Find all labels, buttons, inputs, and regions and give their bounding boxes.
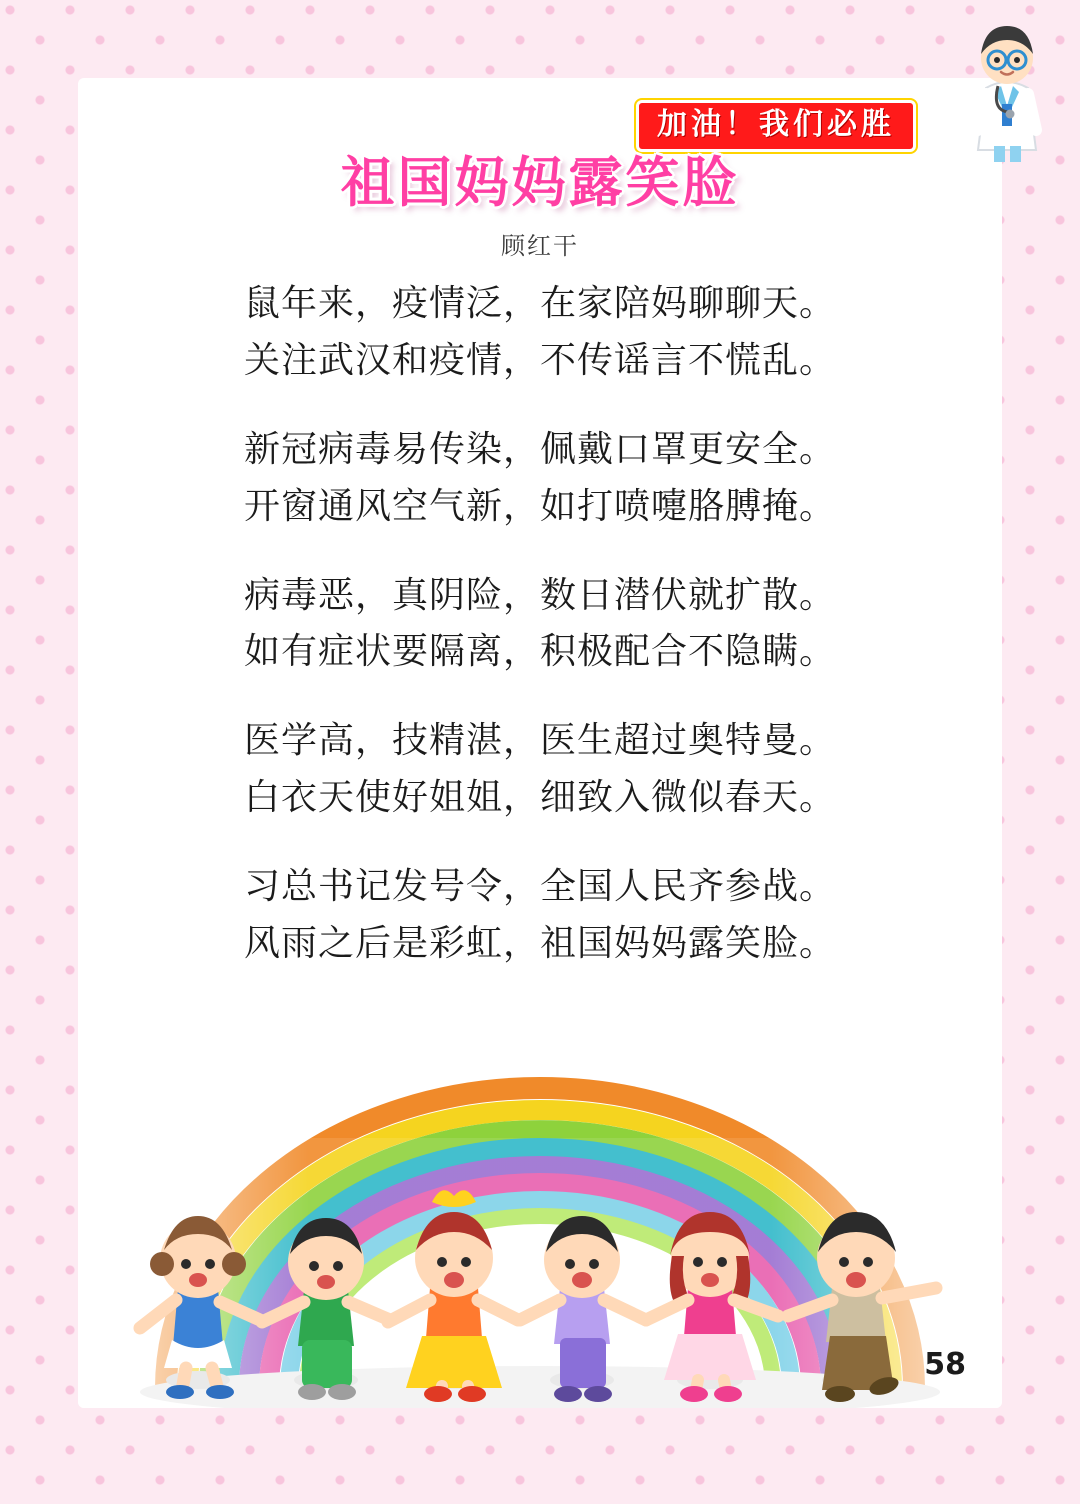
slogan-text: 加油！我们必胜 <box>657 107 895 142</box>
poem-stanza <box>78 568 1002 682</box>
poem-line: 病毒恶，真阴险，数日潜伏就扩散。 <box>243 574 836 616</box>
poem-line: 鼠年来，疫情泛，在家陪妈聊聊天。 <box>243 283 836 324</box>
poem-line: 习总书记发号令，全国人民齐参战。 <box>243 866 836 907</box>
page-number: 58 <box>924 1347 966 1382</box>
rainbow-children-illustration <box>78 988 1002 1408</box>
poem-stanza <box>78 859 1002 973</box>
poem-line: 白衣天使好姐姐，细致入微似春天。 <box>243 777 836 819</box>
poem-stanza <box>78 422 1002 536</box>
poem-line: 开窗通风空气新，如打喷嚏胳膊掩。 <box>243 485 836 527</box>
poem-line: 风雨之后是彩虹，祖国妈妈露笑脸。 <box>243 922 836 964</box>
poem-line: 新冠病毒易传染，佩戴口罩更安全。 <box>243 428 836 470</box>
author-name: 顾红干 <box>501 232 579 260</box>
content-card <box>78 78 1002 1408</box>
poem-stanza <box>78 276 1002 390</box>
doctor-icon <box>968 16 1046 166</box>
page-title: 祖国妈妈露笑脸 <box>340 151 740 214</box>
poem-line: 关注武汉和疫情，不传谣言不慌乱。 <box>243 339 836 381</box>
poem-line: 如有症状要隔离，积极配合不隐瞒。 <box>243 631 836 673</box>
poem-body <box>78 276 1002 973</box>
poem-stanza <box>78 713 1002 827</box>
poem-line: 医学高，技精湛，医生超过奥特曼。 <box>243 720 836 762</box>
